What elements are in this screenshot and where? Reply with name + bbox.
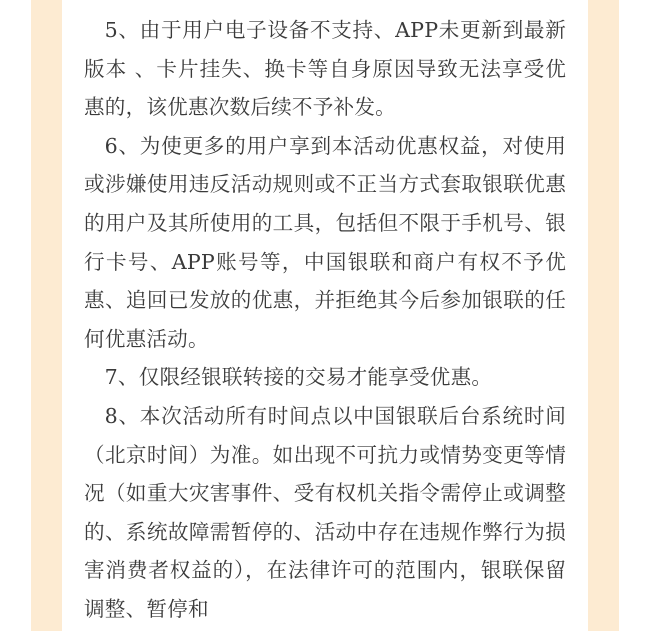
rule-paragraph-7: 7、仅限经银联转接的交易才能享受优惠。 [104, 365, 493, 390]
rules-text [84, 11, 566, 629]
rule-paragraph-5: 5、由于用户电子设备不支持、APP未更新到最新版本 、卡片挂失、换卡等自身原因导致无法享受优惠的，该优惠次数后续不予补发。 [84, 18, 566, 120]
rule-paragraph-8: 8、本次活动所有时间点以中国银联后台系统时间（北京时间）为准。如出现不可抗力或情势变更等情况（如重大灾害事件、受有权机关指令需停止或调整的、系统故障需暂停的、活动中存在违规作弊行为损害消费者权益的），在法律许可的范围内，银联保留调整、暂停和 [84, 403, 566, 621]
rule-paragraph-6: 6、为使更多的用户享到本活动优惠权益，对使用或涉嫌使用违反活动规则或不正当方式套取银联优惠的用户及其所使用的工具，包括但不限于手机号、银行卡号、APP账号等，中国银联和商户有权不予优惠、追回已发放的优惠，并拒绝其今后参加银联的任何优惠活动。 [84, 133, 566, 351]
